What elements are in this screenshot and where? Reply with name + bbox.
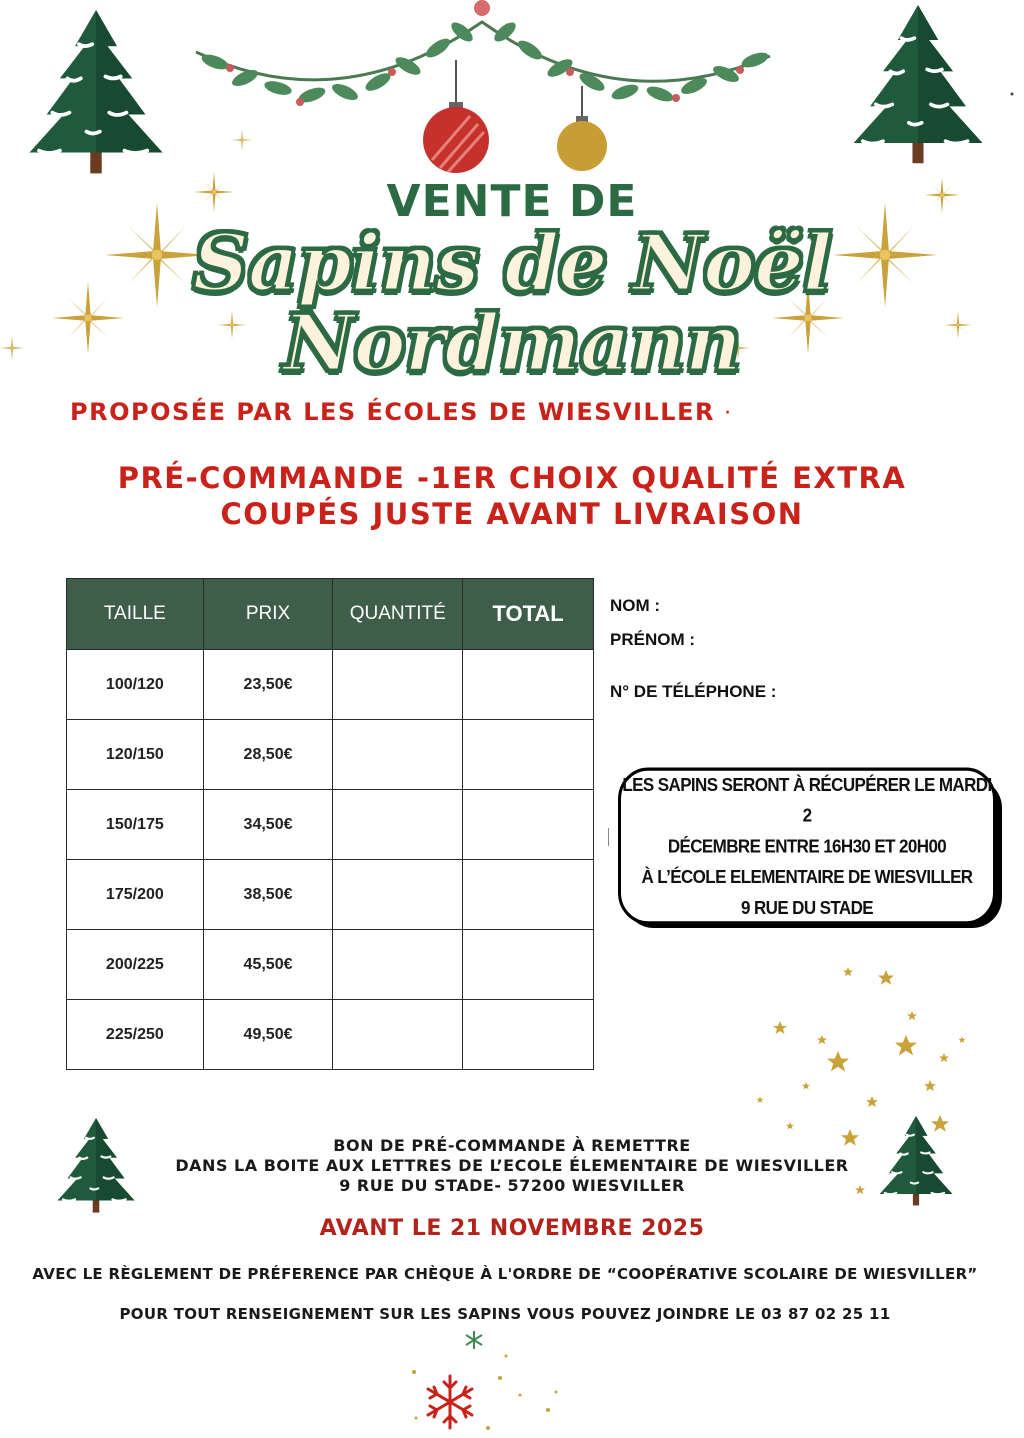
star-icon [939,1053,949,1062]
snowflake-icon [428,1376,472,1428]
star-icon [878,970,894,985]
cell-total[interactable] [463,930,594,1000]
return-line-2: DANS LA BOITE AUX LETTRES DE L’ECOLE ÉLEMENTAIRE DE WIESVILLER [175,1156,849,1175]
subtitle-proposee [70,398,732,426]
cell-quantite[interactable] [333,1000,463,1070]
cell-prix: 28,50€ [203,720,333,790]
star-icon [924,1080,936,1091]
pickup-line-1: LES SAPINS SERONT À RÉCUPÉRER LE MARDI 2 [622,774,992,826]
star-icon [827,1051,849,1071]
star-icon [757,1097,764,1103]
cell-total[interactable] [463,1000,594,1070]
table-row [67,860,594,930]
table-row [67,790,594,860]
cell-total[interactable] [463,720,594,790]
divider-mark [608,828,609,846]
star-icon [959,1037,966,1043]
garland-icon [196,0,770,106]
star-icon [931,1115,949,1132]
table-row [67,930,594,1000]
payment-text: AVEC LE RÈGLEMENT DE PRÉFERENCE PAR CHÈQUE À L'ORDRE DE “COOPÉRATIVE SCOLAIRE DE WIESVILLER” [32,1265,978,1283]
cell-quantite[interactable] [333,790,463,860]
title-nordmann: Nordmann [283,298,741,389]
return-line-1: BON DE PRÉ-COMMANDE À REMETTRE [333,1136,691,1155]
subtitle-text: PROPOSÉE PAR LES ÉCOLES DE WIESVILLER [70,398,715,426]
cell-quantite[interactable] [333,650,463,720]
cell-taille: 200/225 [67,930,204,1000]
cell-quantite[interactable] [333,930,463,1000]
star-icon [866,1096,878,1107]
subtitle-mark: · [724,405,732,421]
field-telephone[interactable]: N° DE TÉLÉPHONE : [610,682,777,701]
table-header-row [67,579,594,650]
cell-taille: 225/250 [67,1000,204,1070]
precommande-line-1: PRÉ-COMMANDE -1ER CHOIX QUALITÉ EXTRA [117,461,907,495]
star-icon [802,1082,810,1089]
header-total: TOTAL [463,579,594,650]
sparkle-icon [232,130,252,150]
precommande-block [0,460,1024,532]
pickup-line-2: DÉCEMBRE ENTRE 16H30 ET 20H00 [667,835,947,857]
table-row [67,1000,594,1070]
cell-taille: 150/175 [67,790,204,860]
cell-prix: 49,50€ [203,1000,333,1070]
table-row [67,650,594,720]
header-prix: PRIX [203,579,333,650]
ornament-icon [557,86,607,171]
contact-text: POUR TOUT RENSEIGNEMENT SUR LES SAPINS VOUS POUVEZ JOINDRE LE 03 87 02 25 11 [119,1305,891,1323]
star-icon [773,1021,787,1034]
cell-taille: 175/200 [67,860,204,930]
pickup-line-3: À L’ÉCOLE ELEMENTAIRE DE WIESVILLER [641,866,973,887]
tree-icon [29,10,162,173]
field-prenom[interactable]: PRÉNOM : [610,630,695,649]
precommande-line-2: COUPÉS JUSTE AVANT LIVRAISON [220,497,804,531]
cell-quantite[interactable] [333,720,463,790]
star-icon [817,1035,827,1044]
tree-icon [854,5,983,163]
cell-quantite[interactable] [333,860,463,930]
cell-prix: 45,50€ [203,930,333,1000]
star-icon [895,1035,917,1055]
table-row [67,720,594,790]
cell-total[interactable] [463,790,594,860]
header-taille: TAILLE [67,579,204,650]
field-nom[interactable]: NOM : [610,596,661,615]
cell-total[interactable] [463,860,594,930]
snowflake-icon [466,1331,482,1349]
return-line-3: 9 RUE DU STADE- 57200 WIESVILLER [339,1176,685,1195]
cell-prix: 23,50€ [203,650,333,720]
return-instructions [0,1136,1024,1196]
cell-prix: 38,50€ [203,860,333,930]
cell-taille: 100/120 [67,650,204,720]
star-icon [907,1011,917,1020]
cell-taille: 120/150 [67,720,204,790]
star-icon [786,1122,794,1129]
price-table [66,578,594,1070]
ornament-icon [423,60,489,173]
header-quantite: QUANTITÉ [333,579,463,650]
pickup-line-4: 9 RUE DU STADE [740,897,874,918]
cell-total[interactable] [463,650,594,720]
deadline-text: AVANT LE 21 NOVEMBRE 2025 [319,1216,705,1241]
title-vente-de: VENTE DE [386,176,638,227]
cell-prix: 34,50€ [203,790,333,860]
star-icon [843,967,853,976]
title-sapins-de-noel: Sapins de Noël [192,218,832,309]
pickup-info-box [618,768,996,925]
